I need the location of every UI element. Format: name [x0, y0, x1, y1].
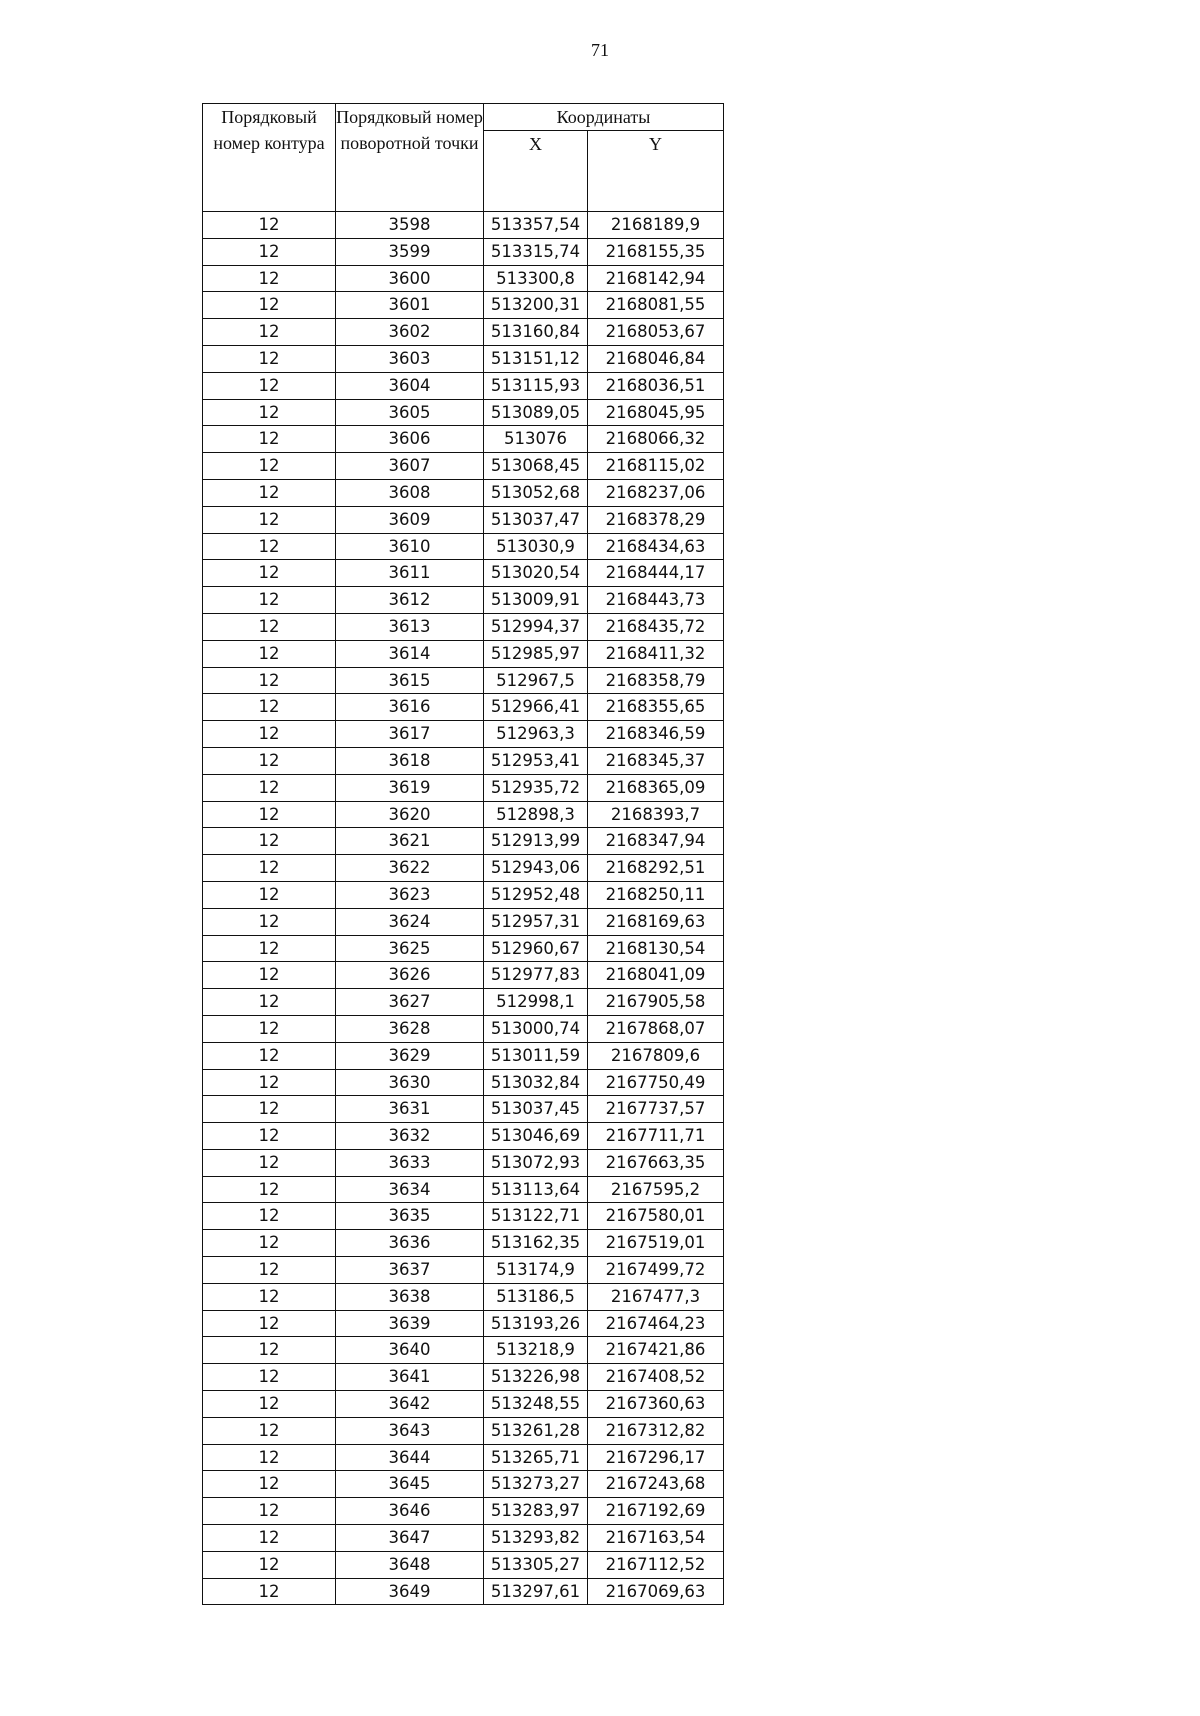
point-number-cell: 3616	[336, 694, 484, 721]
coordinates-table	[202, 103, 724, 1605]
table-row	[203, 1230, 724, 1257]
point-number-cell: 3608	[336, 479, 484, 506]
point-number-cell: 3643	[336, 1417, 484, 1444]
contour-number-cell: 12	[203, 801, 336, 828]
point-number-cell: 3648	[336, 1551, 484, 1578]
table-row	[203, 1096, 724, 1123]
y-coordinate-cell: 2167408,52	[588, 1364, 724, 1391]
x-coordinate-cell: 512898,3	[484, 801, 588, 828]
x-coordinate-cell: 512952,48	[484, 881, 588, 908]
y-coordinate-cell: 2167519,01	[588, 1230, 724, 1257]
point-number-cell: 3630	[336, 1069, 484, 1096]
point-number-cell: 3625	[336, 935, 484, 962]
contour-number-cell: 12	[203, 560, 336, 587]
point-number-cell: 3639	[336, 1310, 484, 1337]
table-row	[203, 1283, 724, 1310]
y-coordinate-cell: 2168041,09	[588, 962, 724, 989]
point-number-cell: 3634	[336, 1176, 484, 1203]
y-coordinate-cell: 2168169,63	[588, 908, 724, 935]
table-row	[203, 1578, 724, 1605]
table-row	[203, 908, 724, 935]
y-coordinate-cell: 2167312,82	[588, 1417, 724, 1444]
point-number-cell: 3649	[336, 1578, 484, 1605]
contour-number-cell: 12	[203, 1123, 336, 1150]
table-row	[203, 721, 724, 748]
y-coordinate-cell: 2167711,71	[588, 1123, 724, 1150]
table-row	[203, 399, 724, 426]
contour-number-cell: 12	[203, 1096, 336, 1123]
contour-number-cell: 12	[203, 881, 336, 908]
x-coordinate-cell: 512977,83	[484, 962, 588, 989]
table-row	[203, 935, 724, 962]
x-coordinate-cell: 513226,98	[484, 1364, 588, 1391]
y-coordinate-cell: 2168411,32	[588, 640, 724, 667]
point-number-cell: 3601	[336, 292, 484, 319]
table-row	[203, 613, 724, 640]
x-coordinate-cell: 513186,5	[484, 1283, 588, 1310]
point-number-cell: 3604	[336, 372, 484, 399]
point-number-cell: 3606	[336, 426, 484, 453]
y-coordinate-cell: 2167809,6	[588, 1042, 724, 1069]
point-number-cell: 3629	[336, 1042, 484, 1069]
point-number-cell: 3646	[336, 1498, 484, 1525]
contour-number-cell: 12	[203, 212, 336, 239]
table-row	[203, 1391, 724, 1418]
point-number-cell: 3623	[336, 881, 484, 908]
y-coordinate-cell: 2168365,09	[588, 774, 724, 801]
point-number-cell: 3647	[336, 1525, 484, 1552]
x-coordinate-cell: 513151,12	[484, 345, 588, 372]
x-coordinate-cell: 513009,91	[484, 587, 588, 614]
y-coordinate-cell: 2168046,84	[588, 345, 724, 372]
table-row	[203, 989, 724, 1016]
contour-number-cell: 12	[203, 345, 336, 372]
x-coordinate-cell: 512935,72	[484, 774, 588, 801]
table-row	[203, 479, 724, 506]
point-number-cell: 3626	[336, 962, 484, 989]
point-number-cell: 3614	[336, 640, 484, 667]
x-coordinate-cell: 513193,26	[484, 1310, 588, 1337]
contour-number-cell: 12	[203, 587, 336, 614]
contour-number-cell: 12	[203, 265, 336, 292]
y-coordinate-cell: 2167192,69	[588, 1498, 724, 1525]
point-number-cell: 3612	[336, 587, 484, 614]
table-row	[203, 345, 724, 372]
contour-number-cell: 12	[203, 453, 336, 480]
table-row	[203, 1364, 724, 1391]
x-coordinate-cell: 513248,55	[484, 1391, 588, 1418]
table-row	[203, 881, 724, 908]
x-coordinate-cell: 513265,71	[484, 1444, 588, 1471]
table-row	[203, 855, 724, 882]
contour-number-cell: 12	[203, 1578, 336, 1605]
y-coordinate-cell: 2167499,72	[588, 1257, 724, 1284]
table-row	[203, 640, 724, 667]
y-coordinate-cell: 2168346,59	[588, 721, 724, 748]
page-number: 71	[591, 40, 609, 60]
point-number-cell: 3631	[336, 1096, 484, 1123]
contour-number-cell: 12	[203, 962, 336, 989]
y-coordinate-cell: 2167112,52	[588, 1551, 724, 1578]
point-number-cell: 3613	[336, 613, 484, 640]
x-coordinate-cell: 512967,5	[484, 667, 588, 694]
y-coordinate-cell: 2167163,54	[588, 1525, 724, 1552]
contour-number-cell: 12	[203, 1230, 336, 1257]
contour-number-cell: 12	[203, 828, 336, 855]
y-coordinate-cell: 2167905,58	[588, 989, 724, 1016]
table-row	[203, 1069, 724, 1096]
y-coordinate-cell: 2167360,63	[588, 1391, 724, 1418]
point-number-cell: 3602	[336, 319, 484, 346]
y-coordinate-cell: 2168292,51	[588, 855, 724, 882]
x-coordinate-cell: 513261,28	[484, 1417, 588, 1444]
y-coordinate-cell: 2168053,67	[588, 319, 724, 346]
y-coordinate-cell: 2167296,17	[588, 1444, 724, 1471]
table-row	[203, 587, 724, 614]
contour-number-cell: 12	[203, 774, 336, 801]
table-row	[203, 774, 724, 801]
y-coordinate-cell: 2167595,2	[588, 1176, 724, 1203]
y-coordinate-cell: 2168355,65	[588, 694, 724, 721]
point-number-cell: 3621	[336, 828, 484, 855]
x-coordinate-cell: 512913,99	[484, 828, 588, 855]
table-row	[203, 747, 724, 774]
x-coordinate-cell: 513293,82	[484, 1525, 588, 1552]
contour-number-cell: 12	[203, 533, 336, 560]
contour-number-cell: 12	[203, 1551, 336, 1578]
table-row	[203, 292, 724, 319]
y-coordinate-cell: 2168393,7	[588, 801, 724, 828]
table-header	[203, 104, 724, 212]
y-coordinate-cell: 2168155,35	[588, 238, 724, 265]
point-number-cell: 3627	[336, 989, 484, 1016]
contour-number-cell: 12	[203, 613, 336, 640]
table-row	[203, 453, 724, 480]
contour-number-cell: 12	[203, 1283, 336, 1310]
x-coordinate-cell: 513162,35	[484, 1230, 588, 1257]
contour-number-cell: 12	[203, 667, 336, 694]
table-row	[203, 1444, 724, 1471]
table-row	[203, 1123, 724, 1150]
table-row	[203, 265, 724, 292]
contour-number-cell: 12	[203, 372, 336, 399]
y-coordinate-cell: 2168081,55	[588, 292, 724, 319]
y-coordinate-cell: 2167421,86	[588, 1337, 724, 1364]
contour-number-cell: 12	[203, 1257, 336, 1284]
point-number-cell: 3640	[336, 1337, 484, 1364]
coordinates-header: Координаты	[484, 104, 724, 131]
contour-number-cell: 12	[203, 1042, 336, 1069]
y-coordinate-cell: 2168347,94	[588, 828, 724, 855]
point-number-cell: 3605	[336, 399, 484, 426]
contour-number-cell: 12	[203, 1444, 336, 1471]
y-coordinate-cell: 2168142,94	[588, 265, 724, 292]
y-coordinate-cell: 2167737,57	[588, 1096, 724, 1123]
y-header: Y	[588, 131, 724, 212]
contour-number-cell: 12	[203, 908, 336, 935]
contour-number-cell: 12	[203, 989, 336, 1016]
contour-number-cell: 12	[203, 292, 336, 319]
contour-number-cell: 12	[203, 694, 336, 721]
table-row	[203, 667, 724, 694]
x-coordinate-cell: 513283,97	[484, 1498, 588, 1525]
x-coordinate-cell: 513273,27	[484, 1471, 588, 1498]
header-row-1	[203, 104, 724, 131]
table-row	[203, 372, 724, 399]
contour-number-cell: 12	[203, 1176, 336, 1203]
point-number-cell: 3622	[336, 855, 484, 882]
x-coordinate-cell: 513037,45	[484, 1096, 588, 1123]
contour-number-cell: 12	[203, 721, 336, 748]
y-coordinate-cell: 2168345,37	[588, 747, 724, 774]
x-coordinate-cell: 513200,31	[484, 292, 588, 319]
contour-number-cell: 12	[203, 399, 336, 426]
x-coordinate-cell: 513046,69	[484, 1123, 588, 1150]
table-row	[203, 1498, 724, 1525]
point-number-cell: 3598	[336, 212, 484, 239]
contour-number-cell: 12	[203, 479, 336, 506]
contour-number-cell: 12	[203, 426, 336, 453]
table-row	[203, 1203, 724, 1230]
x-coordinate-cell: 512998,1	[484, 989, 588, 1016]
table-row	[203, 1525, 724, 1552]
x-coordinate-cell: 513011,59	[484, 1042, 588, 1069]
point-number-cell: 3603	[336, 345, 484, 372]
contour-number-header: Порядковый номер контура	[203, 104, 336, 212]
x-coordinate-cell: 513305,27	[484, 1551, 588, 1578]
y-coordinate-cell: 2168036,51	[588, 372, 724, 399]
table-row	[203, 319, 724, 346]
x-coordinate-cell: 512966,41	[484, 694, 588, 721]
y-coordinate-cell: 2168443,73	[588, 587, 724, 614]
table-row	[203, 828, 724, 855]
point-number-cell: 3637	[336, 1257, 484, 1284]
y-coordinate-cell: 2167477,3	[588, 1283, 724, 1310]
contour-number-cell: 12	[203, 747, 336, 774]
contour-number-cell: 12	[203, 319, 336, 346]
y-coordinate-cell: 2168066,32	[588, 426, 724, 453]
contour-number-cell: 12	[203, 1203, 336, 1230]
x-coordinate-cell: 513218,9	[484, 1337, 588, 1364]
x-coordinate-cell: 513122,71	[484, 1203, 588, 1230]
x-coordinate-cell: 513030,9	[484, 533, 588, 560]
table-row	[203, 1015, 724, 1042]
y-coordinate-cell: 2167464,23	[588, 1310, 724, 1337]
x-coordinate-cell: 513113,64	[484, 1176, 588, 1203]
y-coordinate-cell: 2167750,49	[588, 1069, 724, 1096]
contour-number-cell: 12	[203, 1417, 336, 1444]
point-number-cell: 3617	[336, 721, 484, 748]
point-number-cell: 3635	[336, 1203, 484, 1230]
table-row	[203, 238, 724, 265]
table-row	[203, 1176, 724, 1203]
contour-number-cell: 12	[203, 1391, 336, 1418]
y-coordinate-cell: 2168045,95	[588, 399, 724, 426]
contour-number-cell: 12	[203, 238, 336, 265]
x-coordinate-cell: 512960,67	[484, 935, 588, 962]
y-coordinate-cell: 2167069,63	[588, 1578, 724, 1605]
table-row	[203, 1551, 724, 1578]
y-coordinate-cell: 2168378,29	[588, 506, 724, 533]
point-number-cell: 3644	[336, 1444, 484, 1471]
x-coordinate-cell: 512985,97	[484, 640, 588, 667]
y-coordinate-cell: 2168189,9	[588, 212, 724, 239]
table-row	[203, 560, 724, 587]
point-number-cell: 3615	[336, 667, 484, 694]
contour-number-cell: 12	[203, 1310, 336, 1337]
point-number-cell: 3636	[336, 1230, 484, 1257]
x-coordinate-cell: 513115,93	[484, 372, 588, 399]
table-row	[203, 801, 724, 828]
contour-number-cell: 12	[203, 855, 336, 882]
contour-number-cell: 12	[203, 1364, 336, 1391]
contour-number-cell: 12	[203, 1498, 336, 1525]
table-row	[203, 1337, 724, 1364]
table-row	[203, 1257, 724, 1284]
point-number-cell: 3638	[336, 1283, 484, 1310]
point-number-cell: 3618	[336, 747, 484, 774]
contour-number-cell: 12	[203, 935, 336, 962]
table-body	[203, 212, 724, 1605]
table-row	[203, 1042, 724, 1069]
table-row	[203, 212, 724, 239]
point-number-cell: 3607	[336, 453, 484, 480]
point-number-cell: 3633	[336, 1149, 484, 1176]
contour-number-cell: 12	[203, 1471, 336, 1498]
contour-number-cell: 12	[203, 1337, 336, 1364]
table-row	[203, 694, 724, 721]
table-row	[203, 426, 724, 453]
point-number-cell: 3645	[336, 1471, 484, 1498]
y-coordinate-cell: 2168237,06	[588, 479, 724, 506]
point-number-cell: 3632	[336, 1123, 484, 1150]
table-row	[203, 506, 724, 533]
y-coordinate-cell: 2168358,79	[588, 667, 724, 694]
point-number-header: Порядковый номер поворотной точки	[336, 104, 484, 212]
point-number-cell: 3641	[336, 1364, 484, 1391]
x-coordinate-cell: 513020,54	[484, 560, 588, 587]
x-coordinate-cell: 513297,61	[484, 1578, 588, 1605]
y-coordinate-cell: 2168250,11	[588, 881, 724, 908]
y-coordinate-cell: 2167868,07	[588, 1015, 724, 1042]
contour-number-cell: 12	[203, 1015, 336, 1042]
contour-number-cell: 12	[203, 1069, 336, 1096]
y-coordinate-cell: 2167663,35	[588, 1149, 724, 1176]
point-number-cell: 3610	[336, 533, 484, 560]
point-number-cell: 3628	[336, 1015, 484, 1042]
x-coordinate-cell: 513315,74	[484, 238, 588, 265]
x-coordinate-cell: 512957,31	[484, 908, 588, 935]
y-coordinate-cell: 2167580,01	[588, 1203, 724, 1230]
y-coordinate-cell: 2167243,68	[588, 1471, 724, 1498]
table-row	[203, 1417, 724, 1444]
x-coordinate-cell: 513174,9	[484, 1257, 588, 1284]
x-coordinate-cell: 512943,06	[484, 855, 588, 882]
point-number-cell: 3619	[336, 774, 484, 801]
point-number-cell: 3609	[336, 506, 484, 533]
x-coordinate-cell: 513037,47	[484, 506, 588, 533]
point-number-cell: 3611	[336, 560, 484, 587]
contour-number-cell: 12	[203, 506, 336, 533]
y-coordinate-cell: 2168130,54	[588, 935, 724, 962]
x-coordinate-cell: 513032,84	[484, 1069, 588, 1096]
x-coordinate-cell: 513052,68	[484, 479, 588, 506]
x-header: X	[484, 131, 588, 212]
x-coordinate-cell: 512953,41	[484, 747, 588, 774]
x-coordinate-cell: 513076	[484, 426, 588, 453]
y-coordinate-cell: 2168115,02	[588, 453, 724, 480]
table-row	[203, 1149, 724, 1176]
x-coordinate-cell: 513160,84	[484, 319, 588, 346]
x-coordinate-cell: 513357,54	[484, 212, 588, 239]
table-row	[203, 1310, 724, 1337]
table-row	[203, 962, 724, 989]
x-coordinate-cell: 512994,37	[484, 613, 588, 640]
x-coordinate-cell: 513000,74	[484, 1015, 588, 1042]
point-number-cell: 3642	[336, 1391, 484, 1418]
y-coordinate-cell: 2168435,72	[588, 613, 724, 640]
x-coordinate-cell: 512963,3	[484, 721, 588, 748]
point-number-cell: 3600	[336, 265, 484, 292]
contour-number-cell: 12	[203, 1525, 336, 1552]
contour-number-cell: 12	[203, 1149, 336, 1176]
point-number-cell: 3624	[336, 908, 484, 935]
x-coordinate-cell: 513068,45	[484, 453, 588, 480]
table-row	[203, 533, 724, 560]
point-number-cell: 3599	[336, 238, 484, 265]
x-coordinate-cell: 513300,8	[484, 265, 588, 292]
y-coordinate-cell: 2168444,17	[588, 560, 724, 587]
table-row	[203, 1471, 724, 1498]
x-coordinate-cell: 513089,05	[484, 399, 588, 426]
point-number-cell: 3620	[336, 801, 484, 828]
x-coordinate-cell: 513072,93	[484, 1149, 588, 1176]
contour-number-cell: 12	[203, 640, 336, 667]
y-coordinate-cell: 2168434,63	[588, 533, 724, 560]
